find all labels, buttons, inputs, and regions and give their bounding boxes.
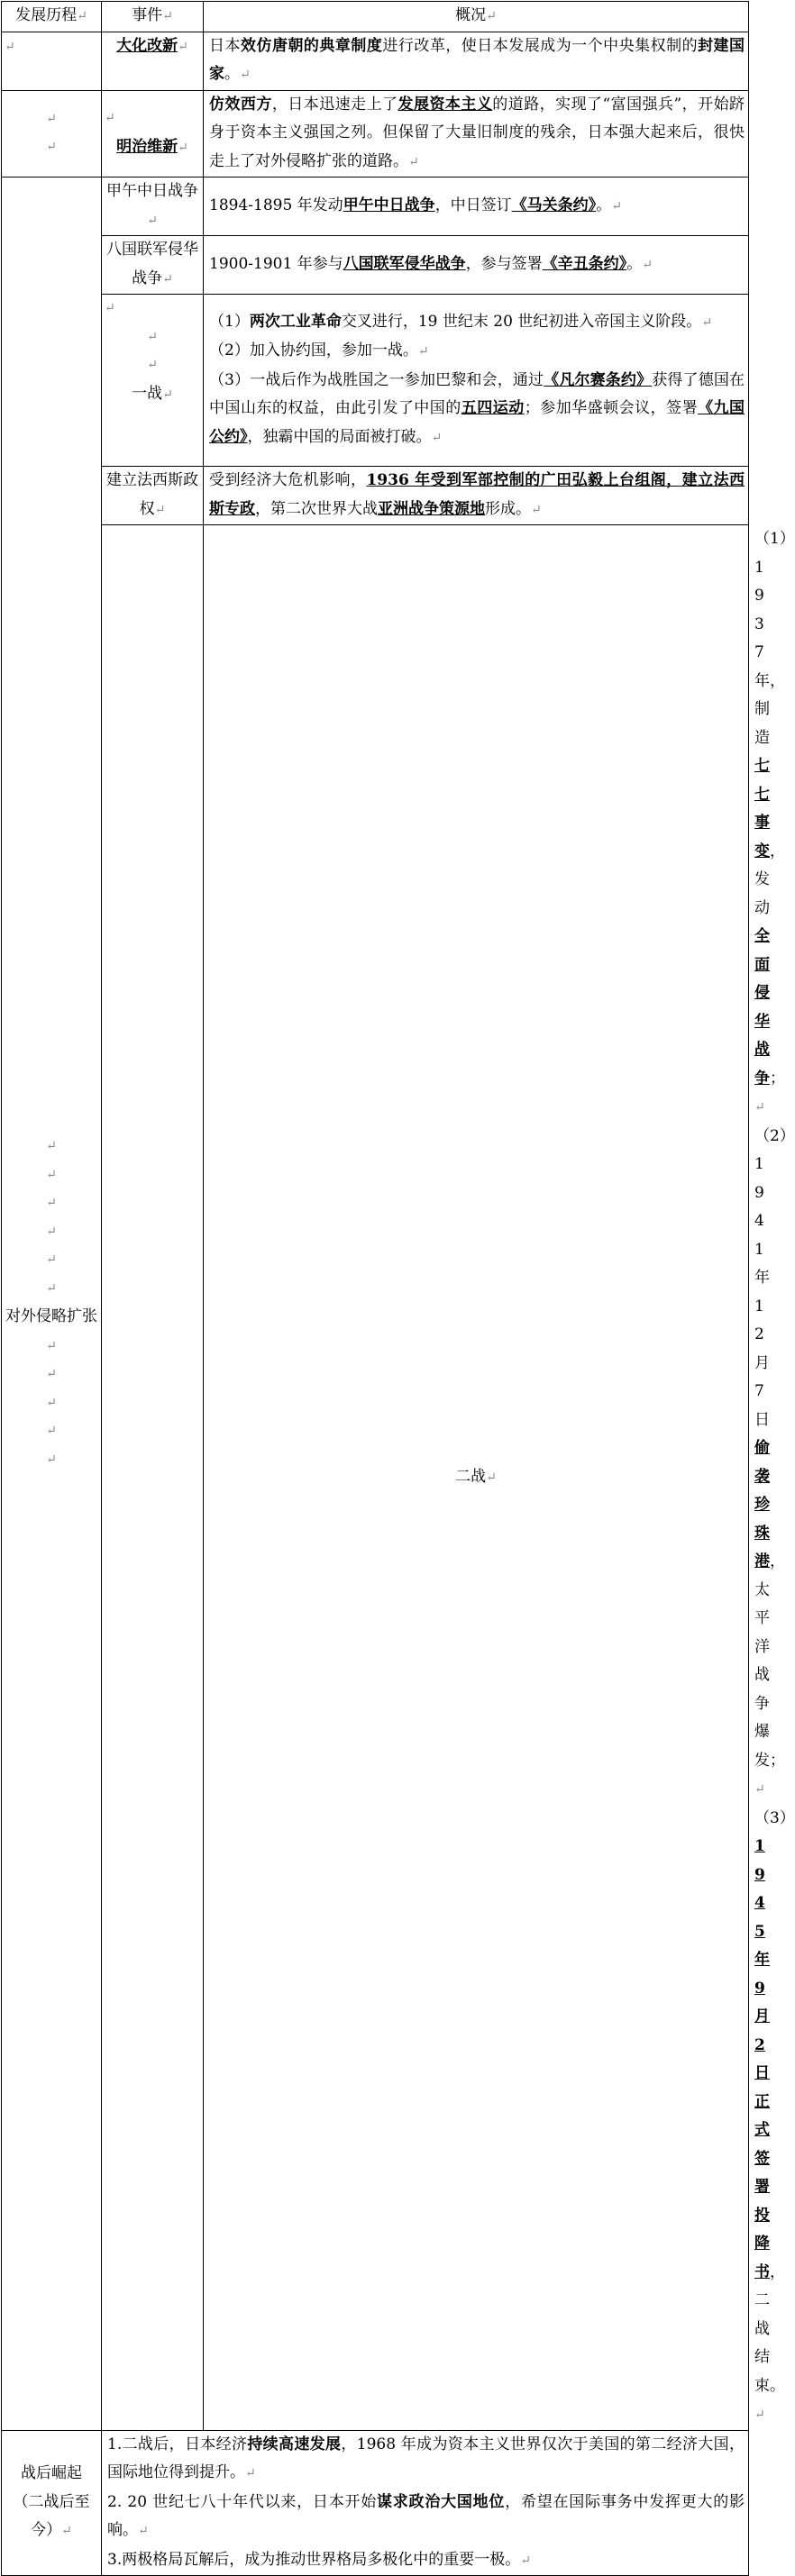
row-fascist-regime — [2, 467, 749, 525]
event-cell-wwii: 二战↵ — [204, 525, 749, 2431]
text-run: 日本 — [209, 36, 241, 55]
text-run: ，中日签订 — [434, 196, 512, 214]
text-run: ，1968 年成为资本主义世界仅次于美国的第二经济大国，国际地位得到提升。 — [107, 2435, 745, 2481]
row-eight-nation-alliance — [2, 236, 749, 295]
row-wwi — [2, 295, 749, 467]
text-run: 七七事变 — [754, 757, 770, 860]
row-meiji — [2, 90, 749, 177]
stage-cell-taika: ↵ — [2, 32, 102, 90]
row-taika — [2, 32, 749, 90]
text-run: （3）一战后作为战胜国之一参加巴黎和会，通过 — [209, 370, 544, 389]
header-row — [2, 2, 749, 32]
text-run: （1）1937 年，制造 — [754, 530, 795, 747]
postwar-para-1: 1.二战后，日本经济持续高速发展，1968 年成为资本主义世界仅次于美国的第二经济大国，国际地位得到提升。↵ — [107, 2435, 745, 2481]
text-run: ； — [770, 1069, 785, 1088]
desc-cell-meiji: 仿效西方，日本迅速走上了发展资本主义的道路，实现了“富国强兵”，开始跻身于资本主义强国之列。但保留了大量旧制度的残余，日本强大起来后，很快走上了对外侵略扩张的道路。↵ — [204, 90, 749, 177]
row-sino-japanese-war — [2, 177, 749, 236]
event-cell-eight-nation-alliance: 八国联军侵华战争↵ — [102, 236, 204, 295]
text-run: 1945 年 9 月 2 日正式签署投降书 — [754, 1837, 770, 2281]
text-run: 受到经济大危机影响， — [209, 471, 367, 489]
text-run: 发展资本主义 — [398, 95, 493, 114]
text-run: ，独霸中国的局面被打破。 — [247, 427, 432, 446]
text-run: 1.二战后，日本经济 — [107, 2435, 248, 2453]
stage-cell-wwii — [102, 525, 204, 2431]
text-run: ；参加华盛顿会议，签署 — [524, 399, 699, 418]
wwi-para-1: （1）两次工业革命交叉进行，19 世纪末 20 世纪初进入帝国主义阶段。↵ — [209, 312, 713, 331]
text-run: 。 — [626, 254, 643, 273]
text-run: ，第二次世界大战 — [255, 499, 378, 518]
desc-cell-eight-nation-alliance: 1900-1901 年参与八国联军侵华战争，参与签署《辛丑条约》。↵ — [204, 236, 749, 295]
text-run: 《凡尔赛条约》 — [544, 370, 653, 389]
stage-cell-expansion: ↵ ↵ ↵ ↵ ↵ ↵ 对外侵略扩张↵ ↵ ↵ ↵ ↵ — [2, 177, 102, 2431]
text-run: （2）加入协约国，参加一战。 — [209, 341, 418, 360]
stage-label-expansion: 对外侵略扩张↵ — [5, 1307, 97, 1353]
event-cell-wwi: ↵ ↵ ↵ 一战↵ — [102, 295, 204, 467]
wwi-para-2: （2）加入协约国，参加一战。↵ — [209, 341, 429, 360]
header-stage: 发展历程↵ — [2, 2, 102, 32]
text-run: ，发动 — [754, 842, 785, 917]
header-overview: 概况↵ — [204, 2, 749, 32]
text-run: 2. 20 世纪七八十年代以来，日本开始 — [107, 2492, 378, 2511]
text-run: 交叉进行，19 世纪末 20 世纪初进入帝国主义阶段。 — [341, 312, 702, 331]
postwar-para-2: 2. 20 世纪七八十年代以来，日本开始谋求政治大国地位，希望在国际事务中发挥更大的影响。↵ — [107, 2492, 745, 2539]
event-cell-fascist-regime: 建立法西斯政权↵ — [102, 467, 204, 525]
event-cell-meiji: ↵ 明治维新↵ — [102, 90, 204, 177]
event-cell-taika: 大化改新↵ — [102, 32, 204, 90]
postwar-para-3: 3.两极格局瓦解后，成为推动世界格局多极化中的重要一极。↵ — [107, 2550, 531, 2569]
text-run: 1900-1901 年参与 — [209, 254, 343, 273]
event-cell-sino-japanese-war: 甲午中日战争↵ — [102, 177, 204, 236]
text-run: 偷袭珍珠港 — [754, 1439, 770, 1570]
text-run: 1894-1895 年发动 — [209, 196, 343, 214]
row-wwii: 二战↵ （1）1937 年，制造七七事变，发动全面侵华战争；↵ （2）1941 年 12 月 7 日偷袭珍珠港，太平洋战争爆发；↵ （3）1945 年 9 月 2 日正式签署投降书，二战结束。↵ — [2, 525, 749, 2431]
text-run: 。 — [224, 65, 240, 83]
wwi-para-3: （3）一战后作为战胜国之一参加巴黎和会，通过《凡尔赛条约》获得了德国在中国山东的权益，由此引发了中国的五四运动；参加华盛顿会议，签署《九国公约》，独霸中国的局面被打破。↵ — [209, 370, 745, 446]
text-run: 《九国公约》 — [209, 399, 745, 446]
text-run: ，日本迅速走上了 — [271, 95, 398, 114]
text-run: ，参与签署 — [465, 254, 543, 273]
header-event: 事件↵ — [102, 2, 204, 32]
text-run: 进行改革，使日本发展成为一个中央集权制的 — [382, 36, 699, 55]
text-run: 两次工业革命 — [249, 312, 342, 331]
text-run: （1） — [209, 312, 250, 331]
text-run: 获得了德国在中国山东的权益，由此引发了中国的 — [209, 370, 745, 418]
text-run: 《辛丑条约》 — [542, 254, 627, 273]
text-run: 甲午中日战争 — [343, 196, 435, 214]
japan-history-table — [1, 1, 795, 2576]
text-run: （2）1941 年 12 月 7 日 — [754, 1126, 795, 1429]
text-run: 效仿唐朝的典章制度 — [240, 36, 383, 55]
text-run: （3） — [754, 1808, 795, 1827]
stage-cell-postwar: 战后崛起 （二战后至今）↵ — [2, 2430, 102, 2576]
stage-cell-meiji: ↵ ↵ — [2, 90, 102, 177]
desc-cell-wwi — [204, 295, 749, 467]
text-run: 形成。 — [485, 499, 531, 518]
desc-cell-taika: 日本效仿唐朝的典章制度进行改革，使日本发展成为一个中央集权制的封建国家。↵ — [204, 32, 749, 90]
text-run: 仿效西方 — [209, 95, 272, 114]
text-run: 封建国家 — [209, 36, 745, 83]
text-run: ，希望在国际事务中发挥更大的影响。 — [107, 2492, 745, 2539]
text-run: 五四运动 — [461, 399, 525, 418]
text-run: 亚洲战争策源地 — [378, 499, 485, 518]
text-run: 八国联军侵华战争 — [343, 254, 466, 273]
text-run: 全面侵华战争 — [754, 927, 770, 1088]
text-run: 3.两极格局瓦解后，成为推动世界格局多极化中的重要一极。 — [107, 2550, 521, 2569]
text-run: 的道路，实现了“富国强兵”，开始跻身于资本主义强国之列。但保留了大量旧制度的残余，日本强大起来后，很快走上了对外侵略扩张的道路。 — [209, 95, 745, 170]
text-run: ，二战结束。 — [754, 2262, 785, 2395]
row-postwar — [2, 2430, 749, 2576]
desc-cell-sino-japanese-war: 1894-1895 年发动甲午中日战争，中日签订《马关条约》。↵ — [204, 177, 749, 236]
text-run: 1936 年受到军部控制的广田弘毅上台组阁，建立法西斯专政 — [209, 471, 745, 518]
text-run: 谋求政治大国地位 — [377, 2492, 506, 2511]
desc-cell-fascist-regime: 受到经济大危机影响，1936 年受到军部控制的广田弘毅上台组阁，建立法西斯专政，第二次世界大战亚洲战争策源地形成。↵ — [204, 467, 749, 525]
text-run: 。 — [596, 196, 612, 214]
text-run: 《马关条约》 — [511, 196, 597, 214]
text-run: ，太平洋战争爆发； — [754, 1552, 785, 1770]
text-run: 持续高速发展 — [247, 2435, 342, 2453]
desc-cell-postwar — [102, 2430, 749, 2576]
